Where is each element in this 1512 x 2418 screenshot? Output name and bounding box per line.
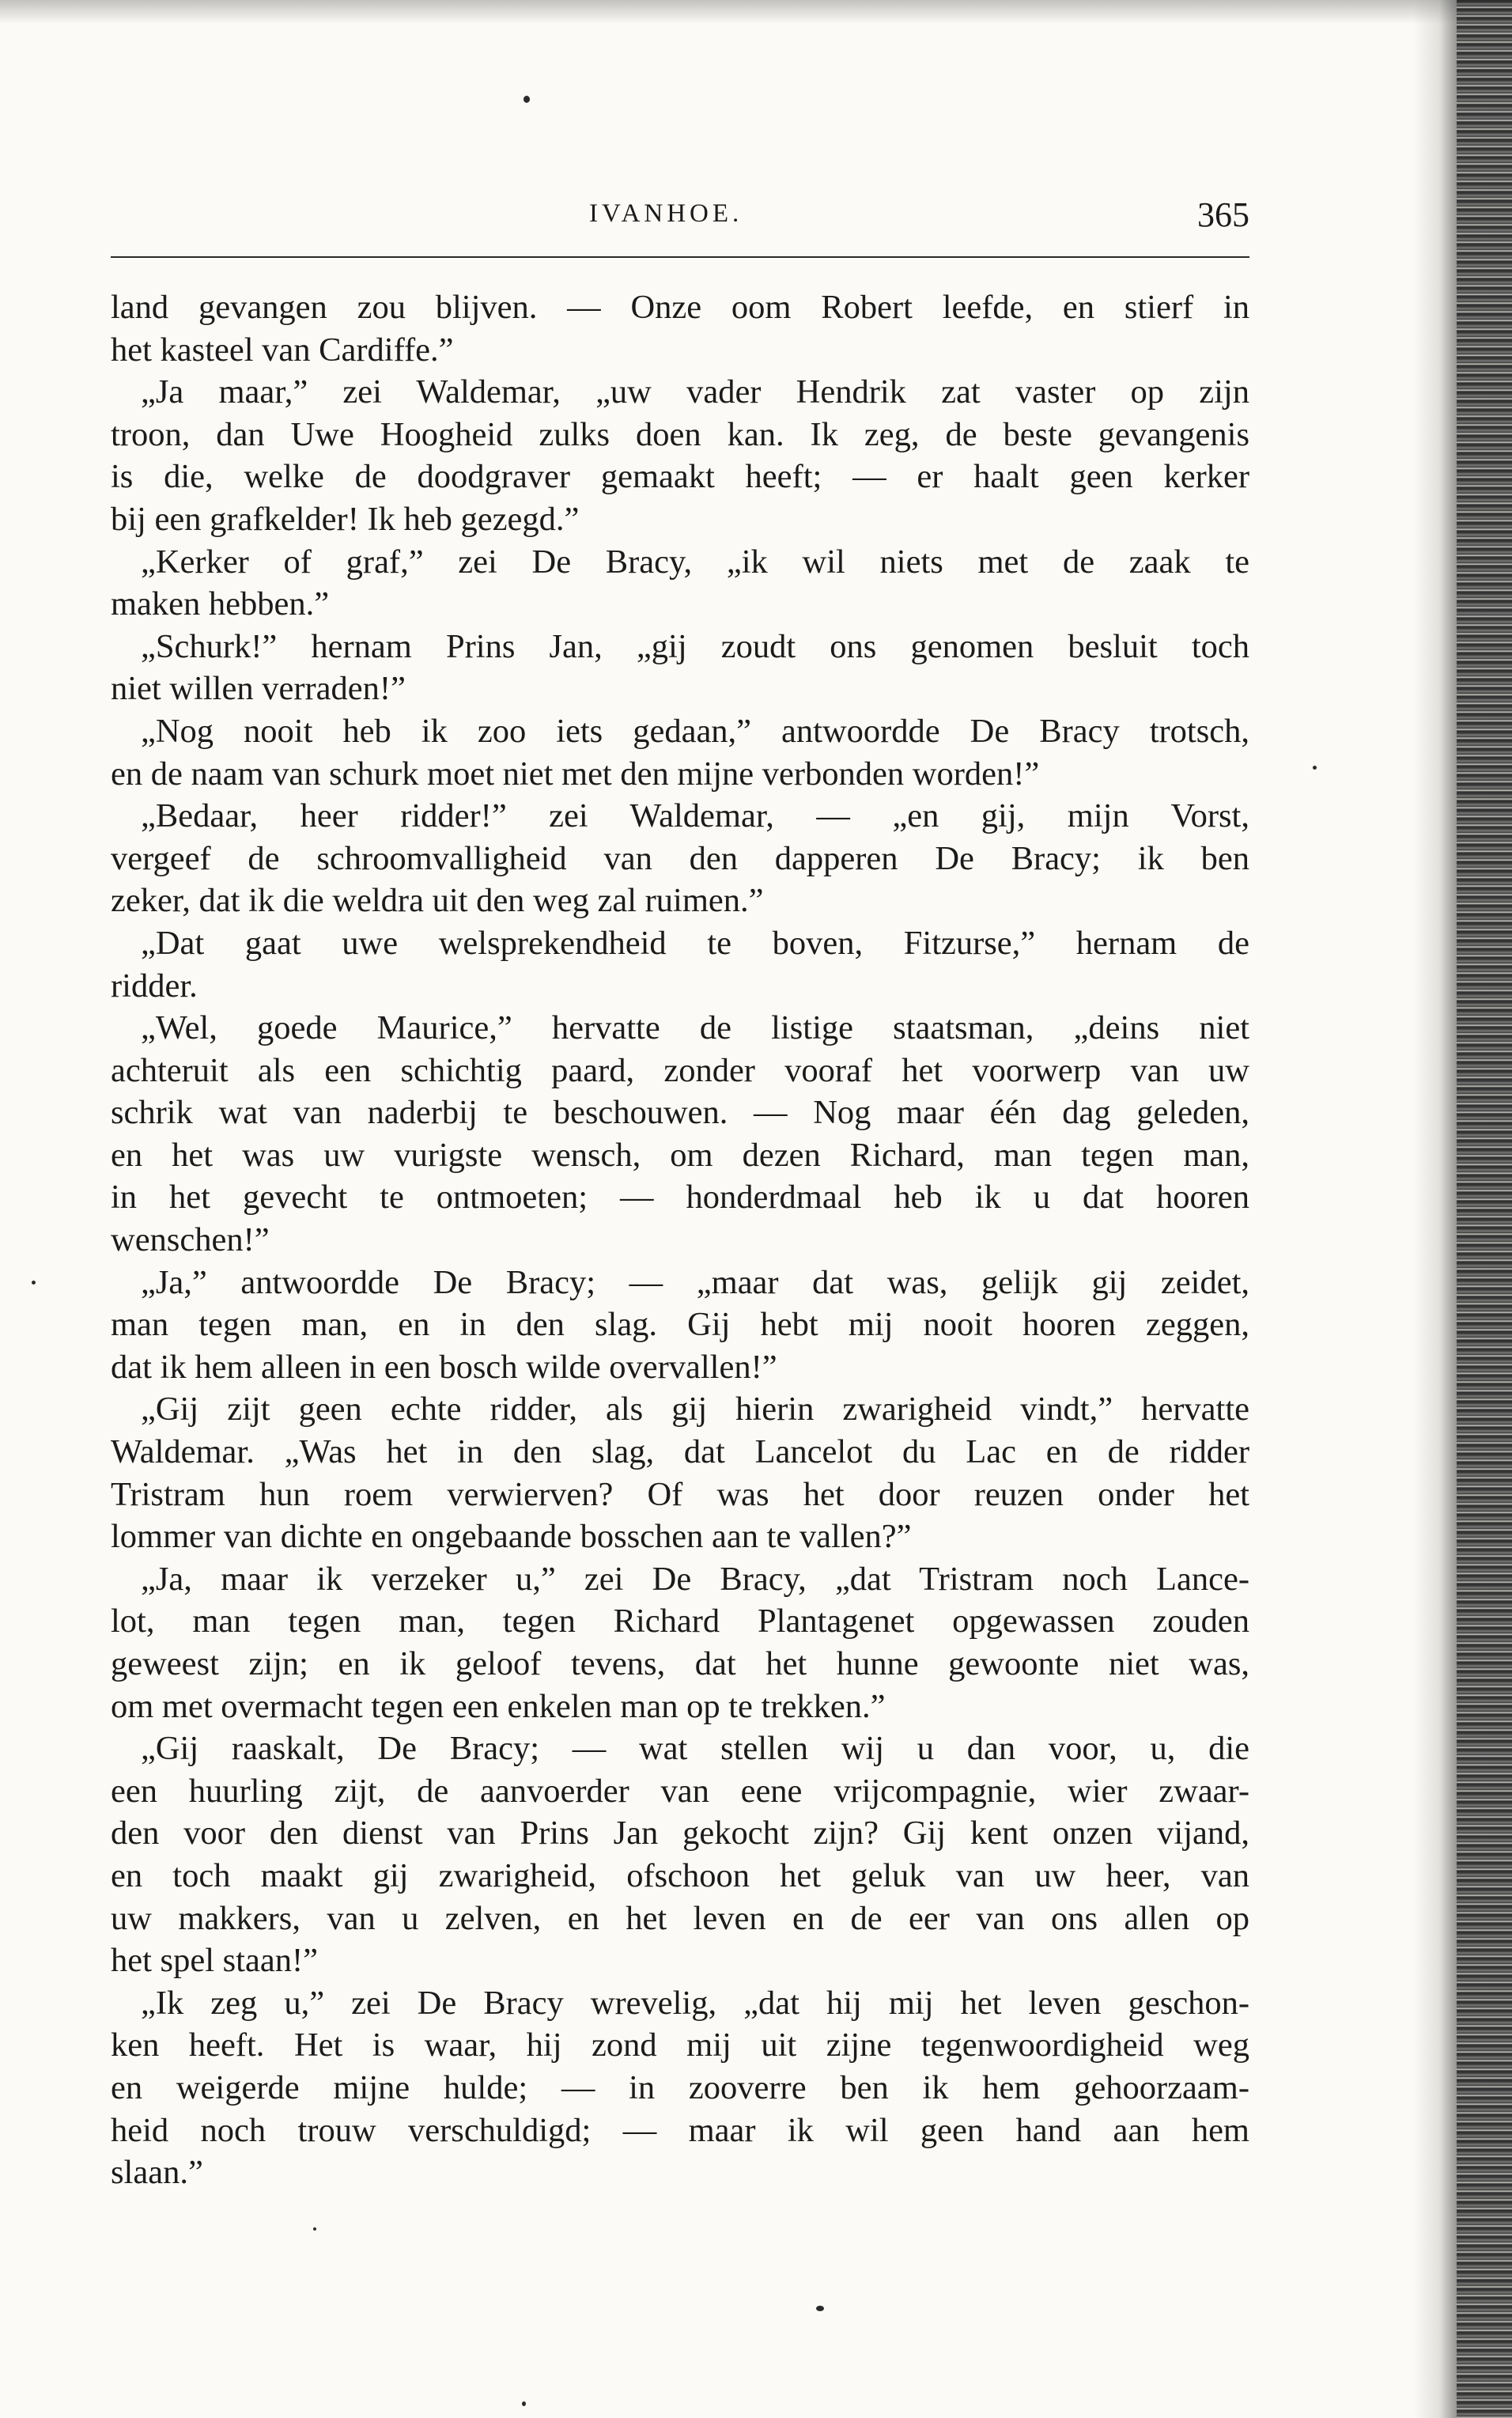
text-line: om met overmacht tegen een enkelen man op te trekken.” — [111, 1687, 886, 1725]
text-line: en de naam van schurk moet niet met den mijne verbonden worden!” — [111, 755, 1040, 793]
scan-speck — [32, 1281, 36, 1285]
text-line: is die, welke de doodgraver gemaakt heeft; — er haalt geen kerker — [111, 458, 1249, 496]
text-line: en het was uw vurigste wensch, om dezen Richard, man tegen man, — [111, 1136, 1249, 1174]
scan-shadow-top — [0, 0, 1512, 24]
text-line: „Kerker of graf,” zei De Bracy, „ik wil niets met de zaak te — [141, 543, 1249, 581]
text-line: slaan.” — [111, 2154, 203, 2192]
text-line: heid noch trouw verschuldigd; — maar ik wil geen hand aan hem — [111, 2111, 1249, 2149]
text-line: „Bedaar, heer ridder!” zei Waldemar, — „en gij, mijn Vorst, — [141, 797, 1249, 835]
paragraph — [111, 541, 1249, 626]
text-line: „Ik zeg u,” zei De Bracy wrevelig, „dat hij mij het leven geschon- — [141, 1984, 1249, 2022]
text-line: maken hebben.” — [111, 585, 330, 623]
text-line: „Dat gaat uwe welsprekendheid te boven, Fitzurse,” hernam de — [141, 924, 1249, 962]
paragraph — [111, 1388, 1249, 1557]
text-line: geweest zijn; en ik geloof tevens, dat het hunne gewoonte niet was, — [111, 1645, 1249, 1682]
page-header — [111, 195, 1249, 247]
text-line: den voor den dienst van Prins Jan gekocht zijn? Gij kent onzen vijand, — [111, 1814, 1249, 1852]
paragraph — [111, 371, 1249, 540]
text-line: troon, dan Uwe Hoogheid zulks doen kan. Ik zeg, de beste gevangenis — [111, 415, 1249, 453]
paragraph — [111, 1558, 1249, 1727]
text-line: „Ja,” antwoordde De Bracy; — „maar dat was, gelijk gij zeidet, — [141, 1263, 1249, 1301]
text-line: „Wel, goede Maurice,” hervatte de listige staatsman, „deins niet — [141, 1009, 1249, 1047]
text-line: het spel staan!” — [111, 1942, 318, 1980]
paragraph — [111, 626, 1249, 710]
paragraph — [111, 286, 1249, 371]
scan-speck — [1313, 766, 1317, 770]
scan-speck — [816, 2306, 824, 2311]
paragraph — [111, 1982, 1249, 2194]
text-line: „Gij raaskalt, De Bracy; — wat stellen wij u dan voor, u, die — [141, 1730, 1249, 1768]
paragraph — [111, 1727, 1249, 1982]
text-line: schrik wat van naderbij te beschouwen. — Nog maar één dag geleden, — [111, 1094, 1249, 1132]
running-title: IVANHOE. — [589, 199, 743, 228]
paragraph — [111, 1262, 1249, 1389]
text-line: „Ja maar,” zei Waldemar, „uw vader Hendrik zat vaster op zijn — [141, 373, 1249, 411]
text-line: zeker, dat ik die weldra uit den weg zal ruimen.” — [111, 882, 764, 920]
text-line: ken heeft. Het is waar, hij zond mij uit zijne tegenwoordigheid weg — [111, 2026, 1249, 2064]
text-line: man tegen man, en in den slag. Gij hebt mij nooit hooren zeggen, — [111, 1306, 1249, 1344]
text-line: land gevangen zou blijven. — Onze oom Robert leefde, en stierf in — [111, 289, 1249, 326]
scan-speck — [522, 2401, 526, 2406]
text-line: wenschen!” — [111, 1221, 270, 1259]
text-line: lot, man tegen man, tegen Richard Plantagenet opgewassen zouden — [111, 1603, 1249, 1640]
paragraph — [111, 710, 1249, 795]
text-line: „Gij zijt geen echte ridder, als gij hierin zwarigheid vindt,” hervatte — [141, 1391, 1249, 1428]
text-line: en weigerde mijne hulde; — in zooverre ben ik hem gehoorzaam- — [111, 2068, 1249, 2106]
text-line: uw makkers, van u zelven, en het leven en de eer van ons allen op — [111, 1899, 1249, 1937]
scan-shadow-edge — [1413, 0, 1457, 2418]
body-text — [111, 286, 1249, 2194]
page-number: 365 — [1197, 195, 1249, 234]
text-line: „Schurk!” hernam Prins Jan, „gij zoudt ons genomen besluit toch — [141, 627, 1249, 665]
paragraph — [111, 1007, 1249, 1262]
scan-dark-edge — [1457, 0, 1512, 2418]
text-line: het kasteel van Cardiffe.” — [111, 331, 454, 369]
text-line: vergeef de schroomvalligheid van den dapperen De Bracy; ik ben — [111, 839, 1249, 877]
text-line: niet willen verraden!” — [111, 670, 406, 708]
text-line: in het gevecht te ontmoeten; — honderdmaal heb ik u dat hooren — [111, 1179, 1249, 1217]
text-line: een huurling zijt, de aanvoerder van eene vrijcompagnie, wier zwaar- — [111, 1772, 1249, 1810]
text-line: lommer van dichte en ongebaande bosschen aan te vallen?” — [111, 1518, 912, 1556]
text-line: Tristram hun roem verwierven? Of was het door reuzen onder het — [111, 1475, 1249, 1513]
text-line: Waldemar. „Was het in den slag, dat Lancelot du Lac en de ridder — [111, 1433, 1249, 1471]
text-line: achteruit als een schichtig paard, zonder vooraf het voorwerp van uw — [111, 1051, 1249, 1089]
text-line: „Nog nooit heb ik zoo iets gedaan,” antwoordde De Bracy trotsch, — [141, 712, 1249, 750]
header-rule — [111, 256, 1249, 258]
text-line: bij een grafkelder! Ik heb gezegd.” — [111, 500, 580, 538]
text-line: „Ja, maar ik verzeker u,” zei De Bracy, „dat Tristram noch Lance- — [141, 1560, 1249, 1598]
paragraph — [111, 922, 1249, 1007]
text-line: en toch maakt gij zwarigheid, ofschoon het geluk van uw heer, van — [111, 1856, 1249, 1894]
text-line: dat ik hem alleen in een bosch wilde overvallen!” — [111, 1348, 777, 1386]
scan-speck — [524, 96, 530, 103]
text-line: ridder. — [111, 967, 198, 1005]
scan-speck — [313, 2227, 316, 2231]
paragraph — [111, 795, 1249, 922]
